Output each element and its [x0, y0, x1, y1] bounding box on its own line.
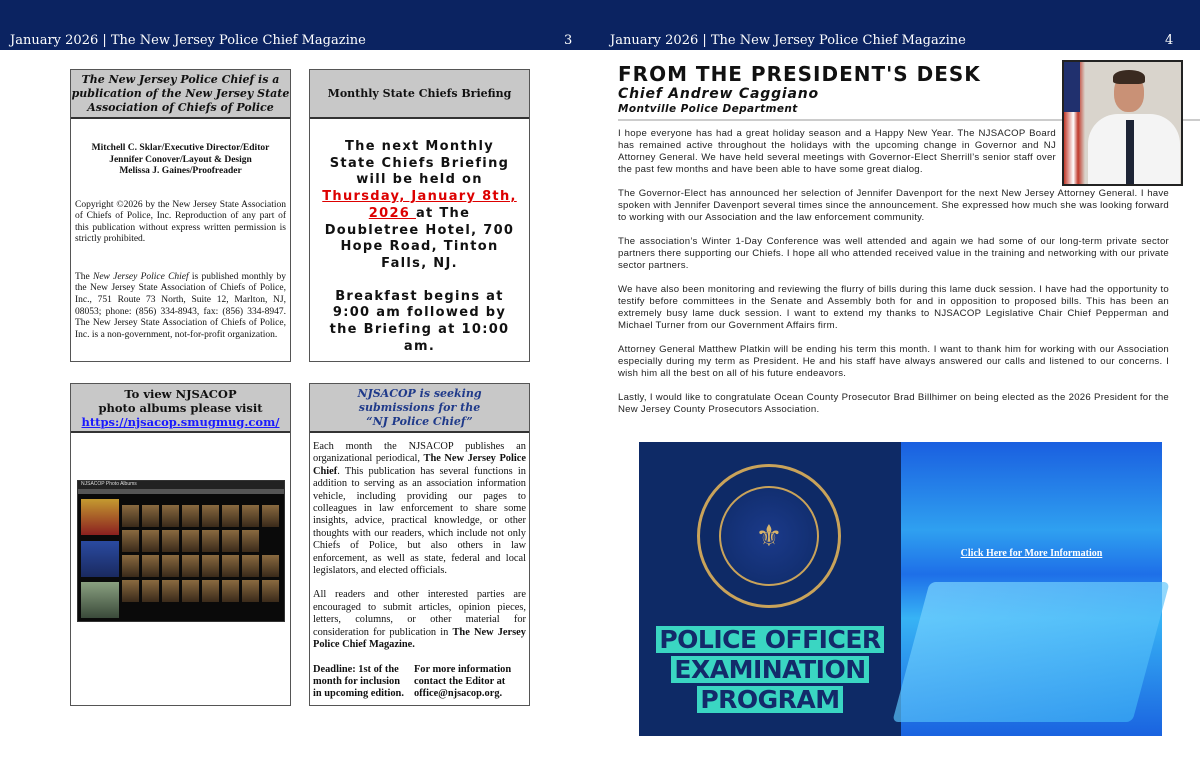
ad-line: POLICE OFFICER: [639, 626, 901, 653]
pub-title: New Jersey Police Chief: [93, 271, 189, 282]
president-department: Montville Police Department: [618, 103, 798, 115]
letter-paragraph: The Governor-Elect has announced her selection of Jennifer Davenport for the next New Jersey Attorney General. I have spoken with Jennifer Davenport several times since the announcement. She expressed how much she was looking forward to working with our Association and the law enforcement community.: [618, 188, 1169, 223]
book-image: [901, 442, 1162, 736]
letter-paragraph: We have also been monitoring and reviewing the flurry of bills during this lame duck session. I have had the opportunity to testify before committees in the Senate and Assembly both for and in opposition to proposed bills. This has been an extremely busy lame duck session. I want to extend my thanks to NJSACOP Legislative Chair Chief Pepperman and Michael Turner from our Government Affairs firm.: [618, 284, 1169, 331]
text: Each month the NJSACOP publishes an organizational periodical,: [313, 441, 526, 465]
more-info-link[interactable]: Click Here for More Information: [960, 548, 1103, 559]
album-grid: [122, 505, 279, 602]
credit-line: Melissa J. Gaines/Proofreader: [119, 166, 242, 176]
masthead-heading: [71, 70, 290, 119]
briefing-box: [309, 69, 530, 362]
masthead-box: [70, 69, 291, 362]
album-thumbnail: [81, 582, 119, 618]
text: All readers and other interested parties are encouraged to submit articles, opinion pieces, letters, columns, or other material for consideration for publication in: [313, 589, 526, 638]
letter-paragraph: I hope everyone has had a great holiday season and a Happy New Year. The NJSACOP Board has remained active throughout the holidays with the upcoming change in Governor and NJ Attorney General. We have held several meetings with Governor-Elect Sherrill’s senior staff over the past few months and have been able to have some great dialog.: [618, 128, 1056, 175]
screenshot-title: NJSACOP Photo Albums: [78, 481, 284, 489]
letter-paragraph: Lastly, I would like to congratulate Ocean County Prosecutor Brad Billhimer on being elected as the 2026 President for the New Jersey County Prosecutors Association.: [618, 392, 1169, 415]
contact-line: For more information: [413, 663, 512, 675]
deadline-line: in upcoming edition.: [313, 688, 404, 700]
staff-credits: [71, 143, 290, 178]
exam-program-ad[interactable]: [639, 442, 1162, 736]
credit-line: Mitchell C. Sklar/Executive Director/Editor: [91, 143, 270, 153]
photo-albums-screenshot[interactable]: [77, 480, 285, 622]
album-thumbnail: [81, 541, 119, 577]
deadline-line: month for inclusion: [313, 675, 400, 687]
letter-paragraph: Attorney General Matthew Platkin will be ending his term this month. I want to thank him for working with our Association especially during my term as President. He and his staff have always answered our calls and listened to our concerns. I wish him all the best on all of his future endeavors.: [618, 344, 1169, 379]
flag-icon: [1064, 62, 1080, 112]
briefing-details: [310, 139, 529, 273]
pub-text: The: [75, 271, 93, 282]
heading-line: publication of the New Jersey State: [71, 86, 290, 100]
heading-line: photo albums please visit: [98, 400, 263, 415]
deadline-info: [313, 664, 404, 701]
heading-line: To view NJSACOP: [124, 386, 237, 401]
contact-email: office@njsacop.org.: [413, 688, 503, 700]
magazine-name: The New Jersey Police Chief: [313, 453, 526, 477]
screenshot-toolbar: [78, 489, 284, 494]
seal-shield-icon: ⚜: [719, 486, 819, 586]
breakfast-info: Breakfast begins at 9:00 am followed by the Briefing at 10:00 am.: [329, 288, 510, 354]
letter-paragraph: The association’s Winter 1-Day Conference was well attended and again we had some of our long-term private sector partners there supporting our Chiefs. I hope all who attended received value in the training and networking with our private sector partners.: [618, 236, 1169, 271]
heading-line: “NJ Police Chief”: [366, 414, 473, 428]
exam-program-banner: [639, 442, 901, 736]
album-thumbnail: [81, 499, 119, 535]
pub-text: is published monthly by the New Jersey State Association of Chiefs of Police, Inc., 751 Route 73 North, Suite 12, Marlton, NJ, 08053; phone: (856) 334-8943, fax: (856) 334-8947. The New Jersey State Association of Chiefs of Police, Inc. is a non-government, not-for-profit organization.: [75, 271, 287, 340]
left-page-number: 3: [564, 33, 573, 48]
president-desk-title: FROM THE PRESIDENT'S DESK: [618, 62, 981, 86]
submissions-paragraph: [310, 589, 529, 651]
president-letter: [618, 128, 1169, 428]
ad-line: PROGRAM: [639, 686, 901, 713]
briefing-date: Thursday, January 8th, 2026: [322, 189, 517, 221]
photo-albums-heading: [71, 384, 290, 433]
text: . This publication has several functions in addition to serving as an association information vehicle, including providing our pages to colleagues in law enforcement to share some insights, advice, practical knowledge, or other thoughts with our readers, which include not only Chiefs of Police, but also others in law enforcement, as well as state, federal and local legislators, and elected officials.: [313, 465, 526, 577]
credit-line: Jennifer Conover/Layout & Design: [109, 154, 252, 165]
magazine-name: The New Jersey Police Chief Magazine.: [313, 626, 526, 651]
contact-line: contact the Editor at: [413, 675, 506, 687]
president-name: Chief Andrew Caggiano: [618, 86, 819, 102]
njsacop-seal-logo: [697, 464, 841, 608]
submissions-box: [309, 383, 530, 706]
submissions-heading: [310, 384, 529, 433]
publication-info: [71, 272, 290, 342]
deadline-line: Deadline: 1st of the: [313, 663, 399, 675]
smugmug-link[interactable]: https://njsacop.smugmug.com/: [81, 414, 280, 429]
right-page-number: 4: [1165, 33, 1174, 48]
left-page-header: January 2026 | The New Jersey Police Chief Magazine: [10, 33, 366, 48]
heading-line: The New Jersey Police Chief is a: [81, 72, 280, 86]
copyright-text: Copyright ©2026 by the New Jersey State Association of Chiefs of Police, Inc. Reproduction of any part of this publication without express written permission is strictly prohibited.: [75, 199, 286, 245]
briefing-text: The next Monthly State Chiefs Briefing will be held on: [329, 139, 510, 188]
open-book-image: [892, 582, 1170, 722]
deadline-contact: [310, 664, 529, 701]
briefing-text: at The Doubletree Hotel, 700 Hope Road, Tinton Falls, NJ.: [324, 205, 515, 271]
heading-line: NJSACOP is seeking: [357, 386, 482, 400]
ad-line: EXAMINATION: [639, 656, 901, 683]
contact-info: [414, 664, 511, 701]
briefing-heading: Monthly State Chiefs Briefing: [310, 70, 529, 119]
heading-line: submissions for the: [358, 400, 481, 414]
heading-line: Association of Chiefs of Police: [87, 100, 274, 114]
submissions-paragraph: [310, 441, 529, 577]
right-page-header: January 2026 | The New Jersey Police Chief Magazine: [610, 33, 966, 48]
